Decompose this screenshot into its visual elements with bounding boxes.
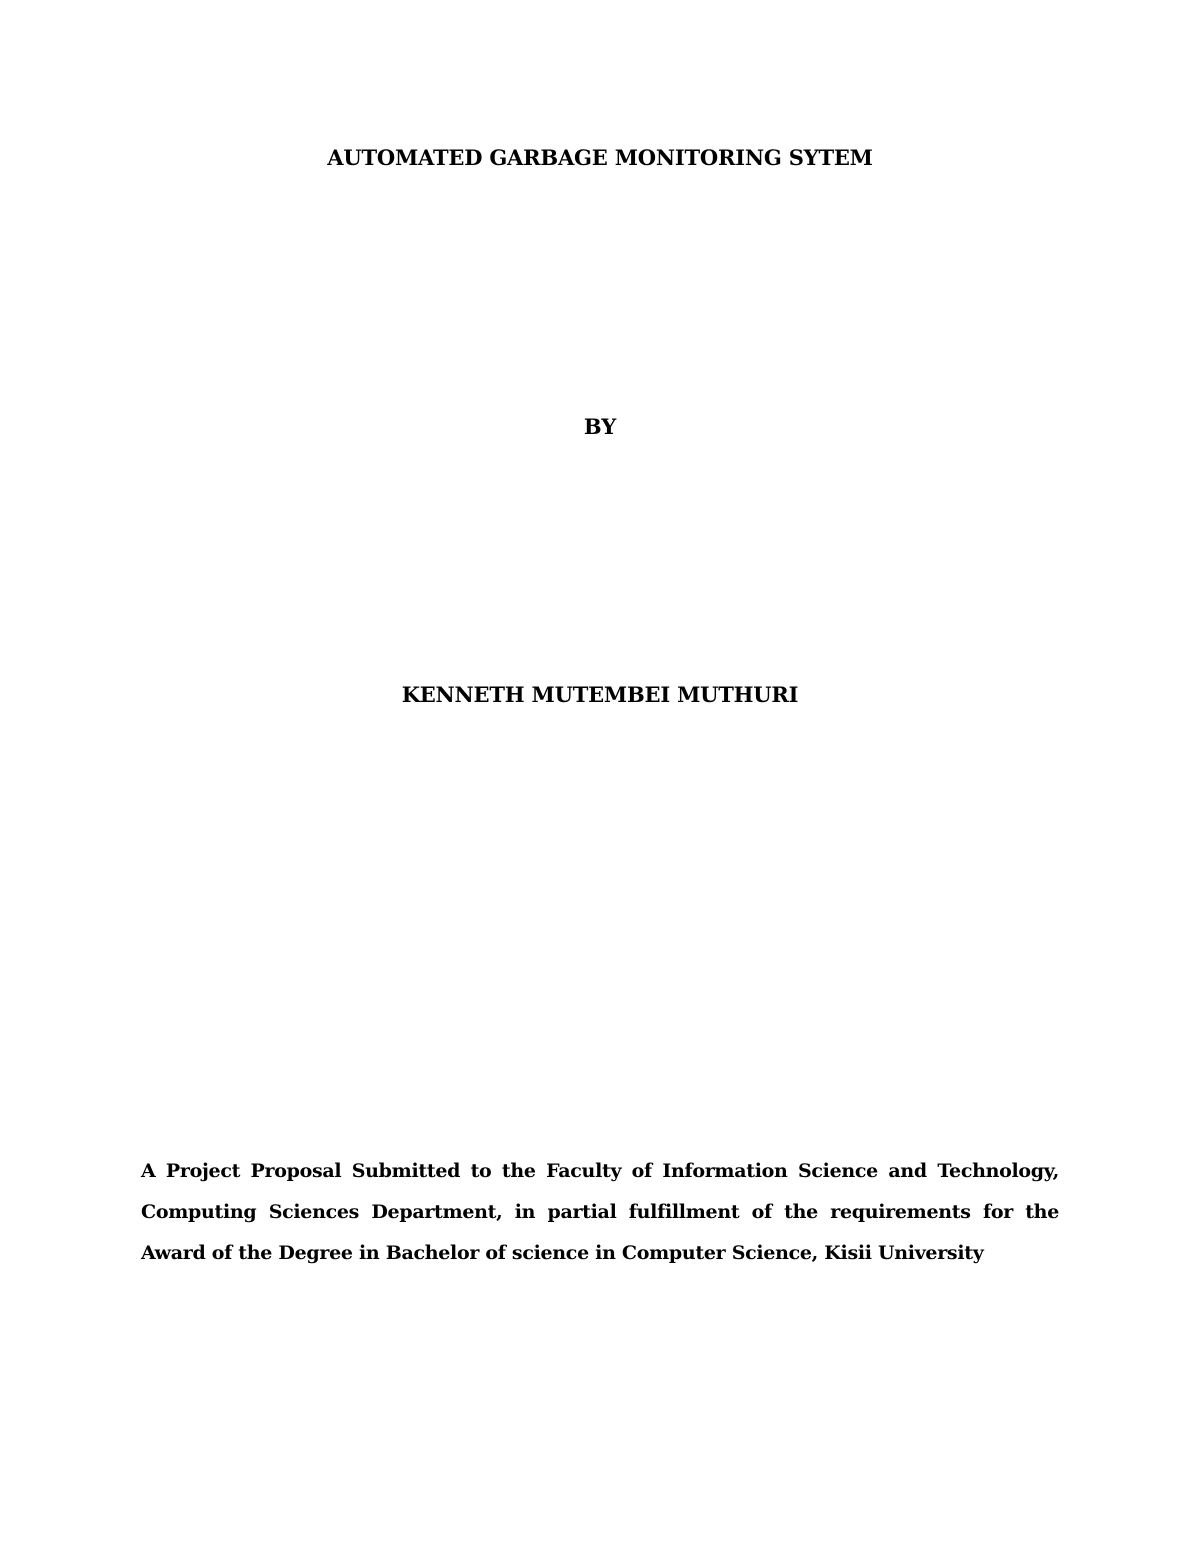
by-label: BY (583, 414, 617, 439)
document-title: AUTOMATED GARBAGE MONITORING SYTEM (327, 145, 873, 170)
author-name: KENNETH MUTEMBEI MUTHURI (401, 682, 799, 707)
submission-statement: A Project Proposal Submitted to the Faculty of Information Science and Technology, Computing Sciences Department, in partial fulfillment of the requirements for the Award of the Degree in Bachelor of science in Computer Science, Kisii University (141, 1160, 1059, 1264)
